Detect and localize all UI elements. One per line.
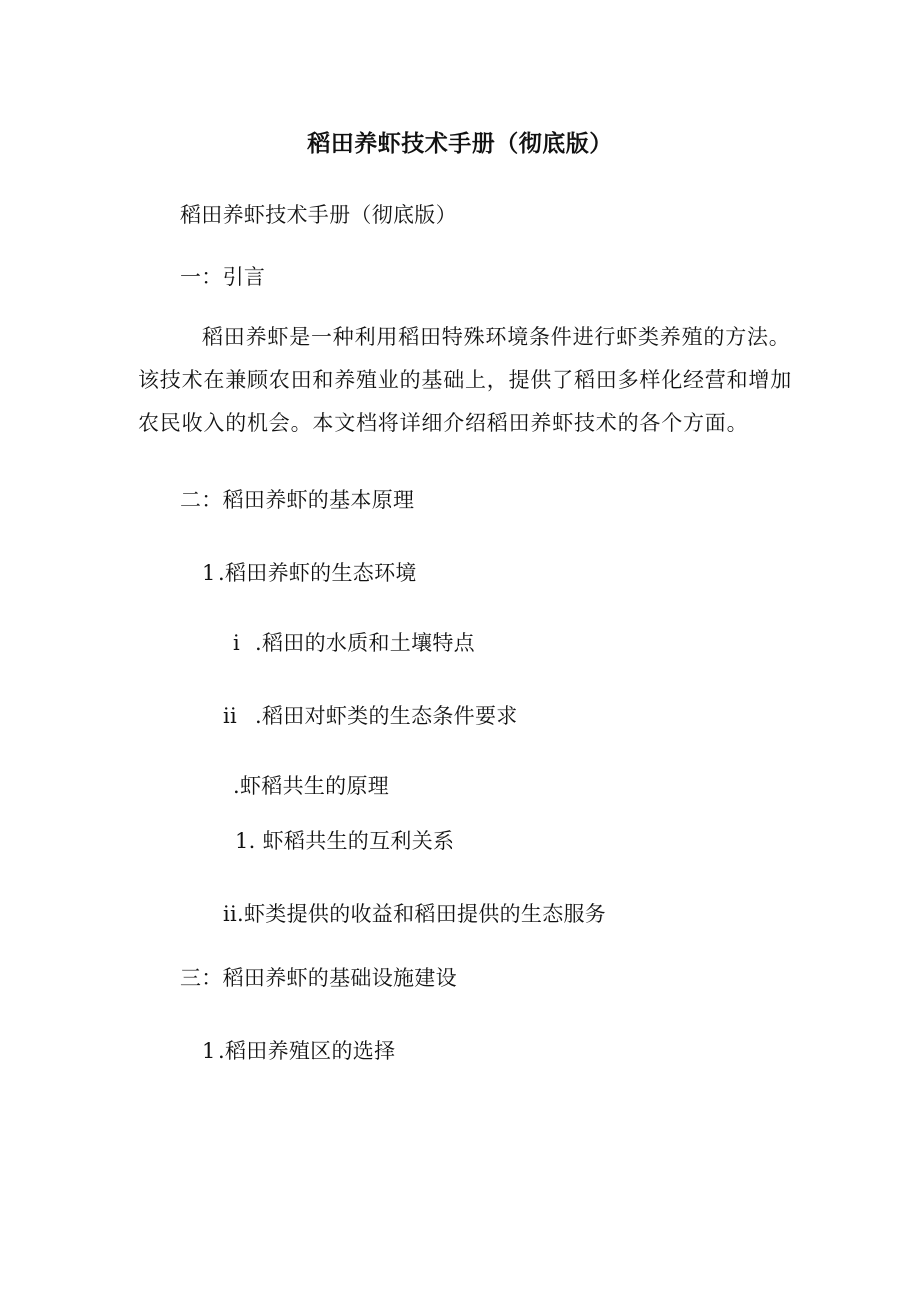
intro-heading: 一：引言 xyxy=(180,265,266,289)
section-2-item-2: .虾稻共生的原理 xyxy=(233,774,390,798)
section-2-sub-i xyxy=(233,627,475,659)
list-marker: i xyxy=(233,631,241,655)
intro-paragraph-line: 该技术在兼顾农田和养殖业的基础上，提供了稻田多样化经营和增加 xyxy=(138,368,792,392)
section-2-sub-2-ii: ii.虾类提供的收益和稻田提供的生态服务 xyxy=(223,902,607,926)
intro-paragraph xyxy=(138,316,798,445)
list-marker: ii xyxy=(223,704,238,728)
section-2-sub-ii xyxy=(223,700,518,732)
list-item-label: .稻田养虾的生态环境 xyxy=(218,561,417,585)
section-3-heading: 三：稻田养虾的基础设施建设 xyxy=(180,966,457,990)
list-item-label: .稻田对虾类的生态条件要求 xyxy=(255,704,518,728)
intro-paragraph-line: 稻田养虾是一种利用稻田特殊环境条件进行虾类养殖的方法。 xyxy=(202,325,791,349)
section-2-sub-2-1: 1. 虾稻共生的互利关系 xyxy=(235,829,455,853)
section-2-heading: 二：稻田养虾的基本原理 xyxy=(180,488,415,512)
intro-paragraph-line: 农民收入的机会。本文档将详细介绍稻田养虾技术的各个方面。 xyxy=(138,411,749,435)
list-marker: 1 xyxy=(202,1039,216,1063)
list-item-label: .稻田的水质和土壤特点 xyxy=(255,631,475,655)
list-item-label: .稻田养殖区的选择 xyxy=(218,1039,396,1063)
document-title: 稻田养虾技术手册（彻底版） xyxy=(307,131,613,157)
section-3-item-1 xyxy=(202,1035,395,1067)
document-subtitle: 稻田养虾技术手册（彻底版） xyxy=(180,203,457,227)
list-marker: 1 xyxy=(202,561,216,585)
section-2-item-1 xyxy=(202,557,417,589)
